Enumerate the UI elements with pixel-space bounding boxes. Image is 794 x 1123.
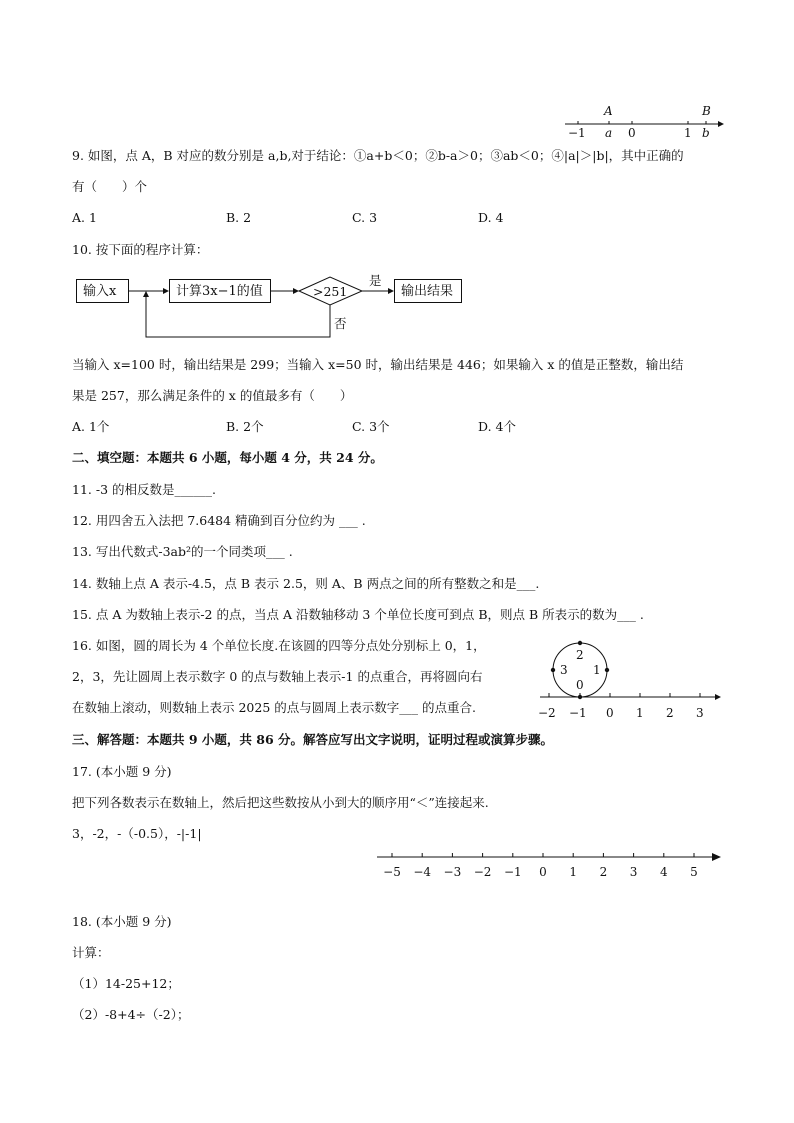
q16-line3: 在数轴上滚动，则数轴上表示 2025 的点与圆周上表示数字___ 的点重合. (72, 700, 476, 715)
flow-yes-label: 是 (369, 273, 382, 288)
q9-tick-1: 1 (684, 126, 692, 140)
q10-option-c: C. 3个 (352, 419, 390, 434)
q18-intro: 计算： (72, 945, 110, 960)
q10-stem-line2: 果是 257，那么满足条件的 x 的值最多有（ ） (72, 388, 353, 403)
q18-head: 18. (本小题 9 分) (72, 914, 172, 929)
q17-number-line (370, 845, 730, 885)
q9-tick-neg1: −1 (568, 126, 586, 140)
flowchart-connectors (0, 0, 794, 360)
q17-tick-label: 0 (539, 865, 547, 879)
q17-tick-label: −5 (383, 865, 401, 879)
q10-stem-line1: 当输入 x=100 时，输出结果是 299；当输入 x=50 时，输出结果是 446；如果输入 x 的值是正整数，输出结 (72, 357, 684, 372)
q9-tick-b: b (702, 126, 710, 140)
q17-head: 17. (本小题 9 分) (72, 764, 172, 779)
q16-figure (535, 635, 725, 725)
circle-label-2: 2 (576, 648, 584, 662)
section-3-heading: 三、解答题：本题共 9 小题，共 86 分。解答应写出文字说明，证明过程或演算步骤。 (72, 732, 554, 747)
q9-option-c: C. 3 (352, 210, 378, 225)
q16-tick-neg2: −2 (538, 706, 556, 720)
flow-no-label: 否 (334, 316, 347, 331)
q9-option-d: D. 4 (478, 210, 504, 225)
q17-tick-label: 1 (569, 865, 578, 879)
q16-tick-2: 2 (666, 706, 674, 720)
q9-stem-line2: 有（ ）个 (72, 179, 148, 194)
q15-text: 15. 点 A 为数轴上表示-2 的点，当点 A 沿数轴移动 3 个单位长度可到点 B，则点 B 所表示的数为___ . (72, 607, 644, 622)
q16-line2: 2，3，先让圆周上表示数字 0 的点与数轴上表示-1 的点重合，再将圆向右 (72, 669, 483, 684)
q17-tick-label: −3 (443, 865, 462, 879)
q9-label-A: A (604, 104, 613, 118)
q9-option-a: A. 1 (72, 210, 97, 225)
q10-option-d: D. 4个 (478, 419, 516, 434)
q16-tick-neg1: −1 (569, 706, 587, 720)
q9-tick-0: 0 (628, 126, 636, 140)
q16-tick-1: 1 (636, 706, 644, 720)
q17-instruction: 把下列各数表示在数轴上，然后把这些数按从小到大的顺序用“＜”连接起来. (72, 795, 489, 810)
circle-label-3: 3 (560, 663, 568, 677)
flow-input-box: 输入x (76, 279, 129, 303)
circle-label-1: 1 (593, 663, 601, 677)
q10-option-b: B. 2个 (226, 419, 264, 434)
q13-text: 13. 写出代数式-3ab²的一个同类项___ . (72, 544, 293, 559)
flow-compute-box: 计算3x−1的值 (169, 279, 271, 303)
q16-tick-0: 0 (606, 706, 614, 720)
q16-line1: 16. 如图，圆的周长为 4 个单位长度.在该圆的四等分点处分别标上 0，1， (72, 638, 486, 653)
flow-cond-label: >251 (313, 284, 348, 299)
q17-tick-label: −2 (473, 865, 492, 879)
q14-text: 14. 数轴上点 A 表示-4.5，点 B 表示 2.5，则 A、B 两点之间的所有整数之和是___. (72, 576, 540, 591)
q9-label-B: B (702, 104, 711, 118)
q9-option-b: B. 2 (226, 210, 252, 225)
q10-option-a: A. 1个 (72, 419, 110, 434)
section-2-heading: 二、填空题：本题共 6 小题，每小题 4 分，共 24 分。 (72, 450, 383, 465)
circle-label-0: 0 (576, 678, 584, 692)
q11-text: 11. -3 的相反数是______. (72, 482, 216, 497)
q17-tick-label: 5 (690, 865, 698, 879)
q17-tick-label: −1 (503, 865, 522, 879)
flow-output-box: 输出结果 (394, 279, 462, 303)
q17-tick-label: 2 (599, 865, 608, 879)
q18-item-1: （1）14-25+12； (72, 976, 180, 991)
q16-tick-3: 3 (696, 706, 704, 720)
q17-tick-label: 3 (629, 865, 638, 879)
q18-item-2: （2）-8+4÷（-2）； (72, 1007, 190, 1022)
q10-title: 10. 按下面的程序计算： (72, 242, 209, 257)
q17-tick-label: 4 (659, 865, 668, 879)
q17-tick-label: −4 (413, 865, 432, 879)
q9-tick-a: a (605, 126, 613, 140)
q17-numbers: 3，-2，-（-0.5），-|-1| (72, 826, 202, 841)
q9-stem-line1: 9. 如图，点 A，B 对应的数分别是 a,b,对于结论：①a+b＜0；②b-a＞0；③ab＜0；④|a|＞|b|，其中正确的 (72, 148, 684, 163)
q12-text: 12. 用四舍五入法把 7.6484 精确到百分位约为 ___ . (72, 513, 366, 528)
